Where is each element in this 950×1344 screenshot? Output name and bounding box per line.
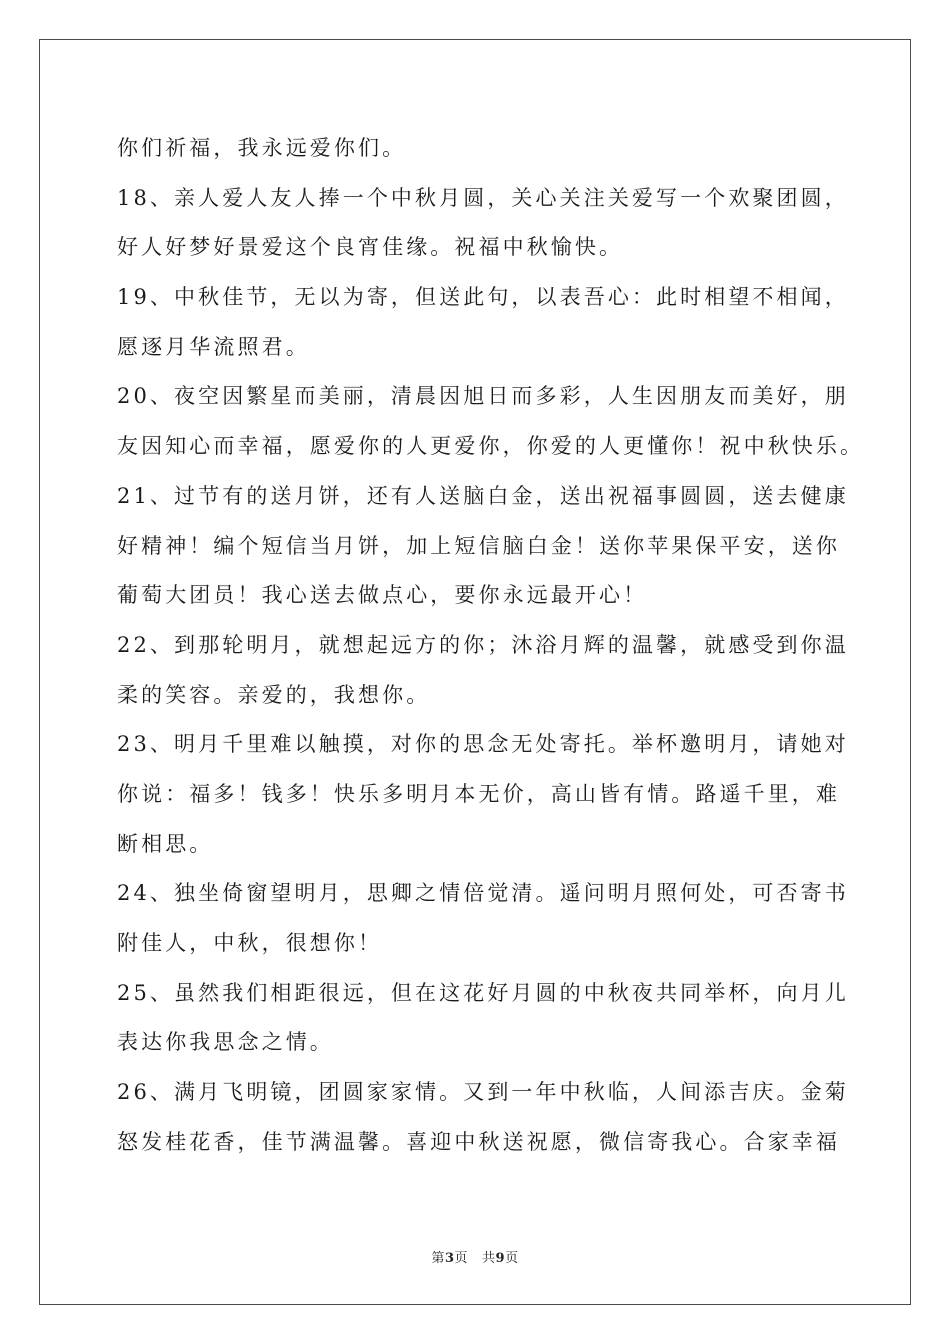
text-line: 你说：福多！钱多！快乐多明月本无价，高山皆有情。路遥千里，难 <box>117 781 840 806</box>
footer-page-suffix: 页 <box>454 1251 468 1266</box>
text-line: 怒发桂花香，佳节满温馨。喜迎中秋送祝愿，微信寄我心。合家幸福 <box>117 1129 840 1154</box>
text-line: 你们祈福，我永远爱你们。 <box>117 136 407 160</box>
text-line: 25、虽然我们相距很远，但在这花好月圆的中秋夜共同举杯，向月儿 <box>117 980 849 1005</box>
text-line: 23、明月千里难以触摸，对你的思念无处寄托。举杯邀明月，请她对 <box>117 732 849 757</box>
footer-page-number: 3 <box>444 1251 455 1266</box>
text-line: 20、夜空因繁星而美丽，清晨因旭日而多彩，人生因朋友而美好，朋 <box>117 384 849 409</box>
footer-total-suffix: 页 <box>505 1251 519 1266</box>
text-line: 柔的笑容。亲爱的，我想你。 <box>117 682 431 707</box>
text-line: 26、满月飞明镜，团圆家家情。又到一年中秋临，人间添吉庆。金菊 <box>117 1080 849 1105</box>
text-line: 表达你我思念之情。 <box>117 1030 334 1055</box>
document-body <box>117 128 865 1171</box>
footer-total-pages: 9 <box>495 1251 506 1266</box>
footer-total-prefix: 共 <box>482 1251 496 1266</box>
text-line: 24、独坐倚窗望明月，思卿之情倍觉清。遥问明月照何处，可否寄书 <box>117 881 849 906</box>
page-footer <box>0 1247 950 1266</box>
text-line: 19、中秋佳节，无以为寄，但送此句，以表吾心：此时相望不相闻， <box>117 285 849 310</box>
text-line: 好人好梦好景爱这个良宵佳缘。祝福中秋愉快。 <box>117 235 624 260</box>
text-line: 22、到那轮明月，就想起远方的你；沐浴月辉的温馨，就感受到你温 <box>117 632 849 657</box>
text-line: 附佳人，中秋，很想你！ <box>117 931 383 955</box>
text-line: 友因知心而幸福，愿爱你的人更爱你，你爱的人更懂你！祝中秋快乐。 <box>117 434 865 459</box>
text-line: 18、亲人爱人友人捧一个中秋月圆，关心关注关爱写一个欢聚团圆， <box>117 185 849 210</box>
text-line: 21、过节有的送月饼，还有人送脑白金，送出祝福事圆圆，送去健康 <box>117 483 849 508</box>
text-line: 好精神！编个短信当月饼，加上短信脑白金！送你苹果保平安，送你 <box>117 533 840 558</box>
footer-page-prefix: 第 <box>431 1251 445 1266</box>
text-line: 愿逐月华流照君。 <box>117 334 310 359</box>
text-line: 葡萄大团员！我心送去做点心，要你永远最开心！ <box>117 583 648 608</box>
text-line: 断相思。 <box>117 831 214 856</box>
